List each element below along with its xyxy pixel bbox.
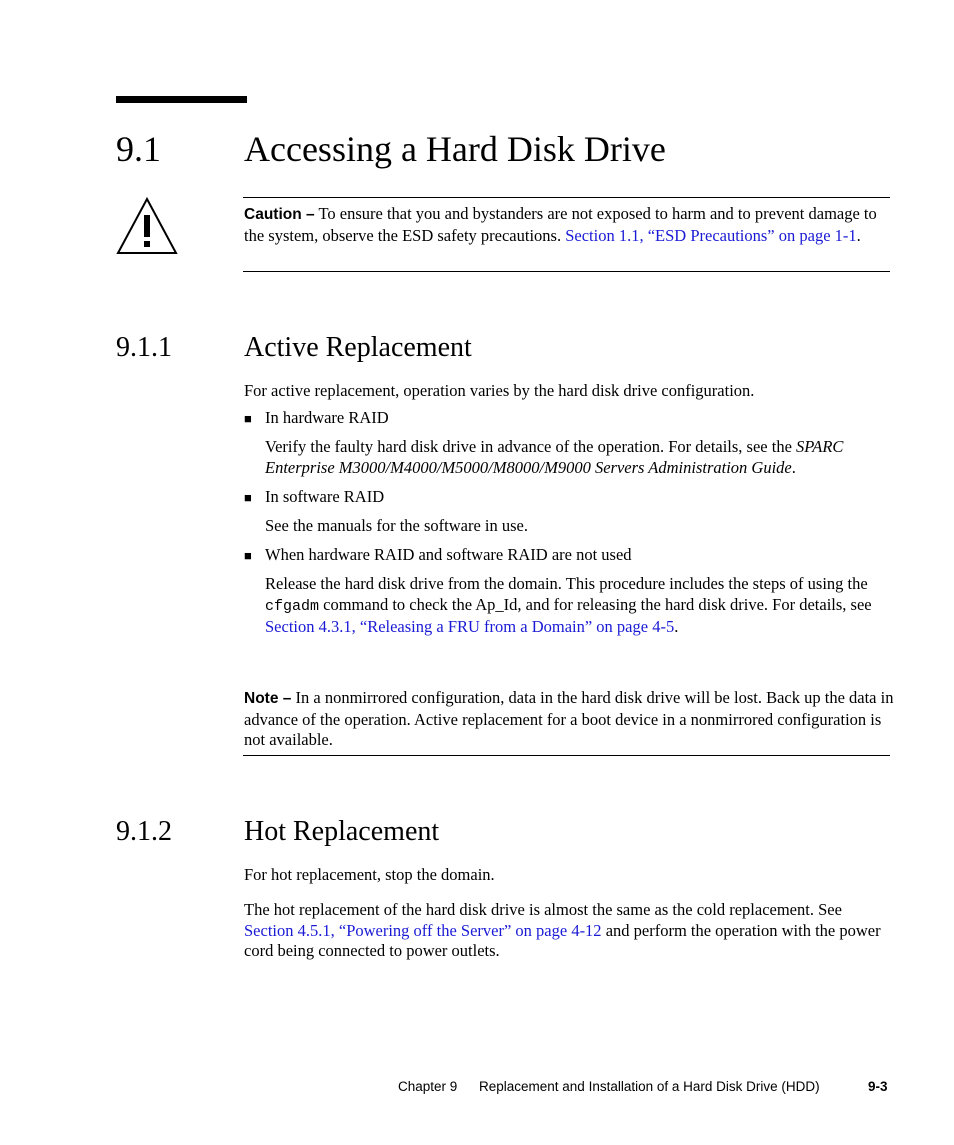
caution-bottom-rule	[243, 271, 890, 272]
subsection-title: Hot Replacement	[244, 816, 440, 847]
desc-text: command to check the Ap_Id, and for releasing the hard disk drive. For details, see	[319, 594, 872, 614]
desc-tail: .	[791, 457, 796, 477]
list-item-label: In software RAID	[265, 487, 385, 506]
section-title: Accessing a Hard Disk Drive	[244, 129, 666, 169]
subsection-number: 9.1.1	[116, 332, 172, 363]
list-item-description	[265, 437, 895, 478]
desc-text: Release the hard disk drive from the domain. This procedure includes the steps of using the	[265, 574, 868, 593]
note-bottom-rule	[243, 755, 890, 756]
footer-chapter: Chapter 9	[398, 1079, 458, 1094]
caution-top-rule	[243, 197, 890, 198]
list-item-description: See the manuals for the software in use.	[265, 516, 529, 535]
hot-detail-paragraph	[244, 900, 894, 962]
subsection-title: Active Replacement	[244, 332, 472, 363]
bullet-marker: ■	[244, 490, 252, 505]
subsection-number: 9.1.2	[116, 816, 172, 847]
section-number: 9.1	[116, 129, 161, 169]
note-lead: Note –	[244, 690, 292, 707]
footer-chapter-title: Replacement and Installation of a Hard Disk Drive (HDD)	[479, 1079, 820, 1094]
caution-triangle-icon	[116, 197, 178, 255]
desc-text: Verify the faulty hard disk drive in advance of the operation. For details, see the	[265, 437, 797, 456]
desc-tail: .	[674, 617, 679, 636]
footer-page-number: 9-3	[868, 1079, 888, 1094]
hot-text: The hot replacement of the hard disk drive is almost the same as the cold replacement. See	[244, 900, 842, 919]
caution-tail: .	[856, 225, 861, 245]
note-text	[244, 688, 894, 751]
bullet-marker: ■	[244, 548, 252, 563]
list-item-label: In hardware RAID	[265, 408, 389, 427]
releasing-fru-link[interactable]: Section 4.3.1, “Releasing a FRU from a Domain” on page 4-5	[265, 617, 675, 636]
caution-text	[244, 204, 894, 246]
list-item-description	[265, 574, 895, 638]
powering-off-link[interactable]: Section 4.5.1, “Powering off the Server” on page 4-12	[244, 920, 602, 940]
bullet-marker: ■	[244, 411, 252, 426]
intro-paragraph: For active replacement, operation varies by the hard disk drive configuration.	[244, 381, 755, 400]
admin-guide-title: SPARC Enterprise M3000/M4000/M5000/M8000/M9000 Servers Administration Guide	[265, 437, 844, 477]
section-top-rule	[116, 96, 247, 103]
caution-body: To ensure that you and bystanders are not exposed to harm and to prevent damage to the system, observe the ESD safety precautions.	[244, 204, 877, 245]
esd-precautions-link[interactable]: Section 1.1, “ESD Precautions” on page 1-1	[565, 225, 857, 245]
hot-intro-paragraph: For hot replacement, stop the domain.	[244, 865, 495, 884]
hot-text-tail: and perform the operation with the power cord being connected to power outlets.	[244, 920, 881, 960]
list-item-label: When hardware RAID and software RAID are not used	[265, 545, 632, 564]
caution-lead: Caution –	[244, 206, 315, 223]
cfgadm-command: cfgadm	[265, 597, 320, 615]
note-body: In a nonmirrored configuration, data in the hard disk drive will be lost. Back up the data in advance of the operation. Active replacement for a boot device in a nonmirrored configuration is not available.	[244, 688, 894, 749]
